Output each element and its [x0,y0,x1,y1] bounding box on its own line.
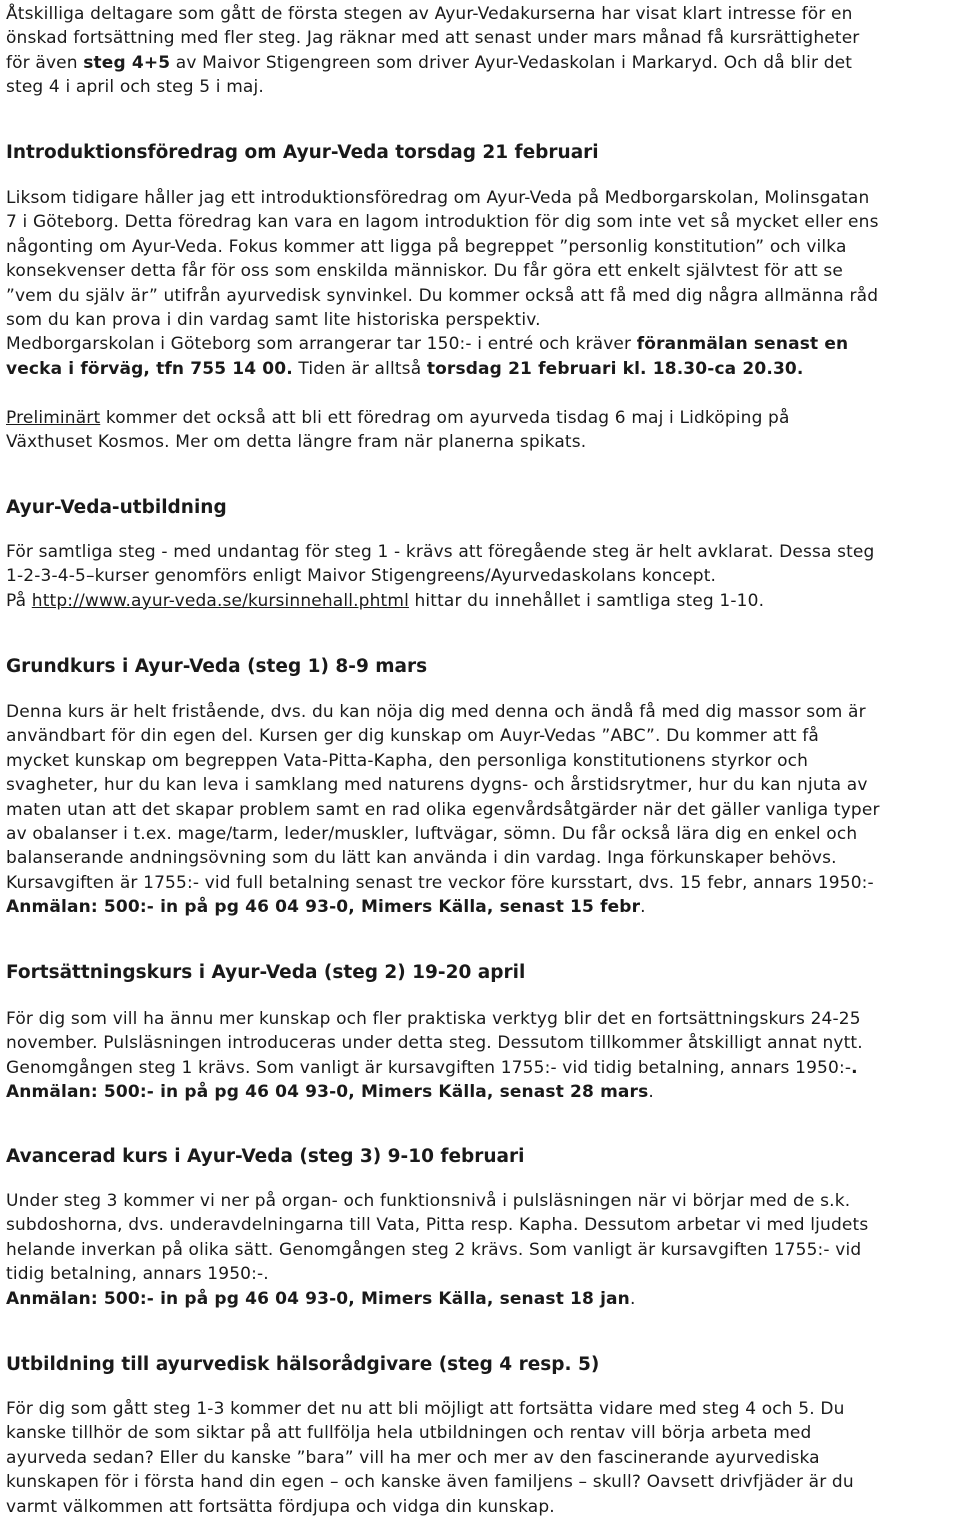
text-line: Medborgarskolan i Göteborg som arrangerar tar 150:- i entré och kräver föranmälan senast en [6,334,849,355]
section-paragraph [6,1189,952,1311]
text-line: ayurveda sedan? Eller du kanske ”bara” vill ha mer och mer av den fascinerande ayurvediska [6,1447,820,1468]
text-line: På http://www.ayur-veda.se/kursinnehall.phtml hittar du innehållet i samtliga steg 1-10. [6,590,765,611]
bold-text: föranmälan senast en [636,334,849,355]
text-line: maten utan att det skapar problem samt en rad olika egenvårdsåtgärder när det gäller vanliga typer [6,799,880,820]
text-line: för även steg 4+5 av Maivor Stigengreen som driver Ayur-Vedaskolan i Markaryd. Och då blir det [6,52,853,73]
text-line: Åtskilliga deltagare som gått de första stegen av Ayur-Vedakurserna har visat klart intresse för en [6,4,853,24]
text-line: Växthuset Kosmos. Mer om detta längre fram när planerna spikats. [6,432,587,453]
text-line: någonting om Ayur-Veda. Fokus kommer att ligga på begreppet ”personlig konstitution” och vilka [6,236,847,257]
text-line: balanserande andningsövning som du lätt kan använda i din vardag. Inga förkunskaper behövs. [6,848,837,869]
course-content-link[interactable]: http://www.ayur-veda.se/kursinnehall.phtml [31,590,409,611]
text-line: användbart för din egen del. Kursen ger dig kunskap om Auyr-Vedas ”ABC”. Du kommer att få [6,726,819,747]
bold-text: vecka i förväg, tfn 755 14 00. [6,358,293,379]
text-line: För samtliga steg - med undantag för steg 1 - krävs att föregående steg är helt avklarat. Dessa steg [6,542,875,562]
text-line: Denna kurs är helt fristående, dvs. du kan nöja dig med denna och ändå få med dig massor som är [6,702,866,722]
text-line: Genomgången steg 1 krävs. Som vanligt är kursavgiften 1755:- vid tidig betalning, annars 1950:-. [6,1057,858,1078]
section-heading: Introduktionsföredrag om Ayur-Veda torsdag 21 februari [6,142,599,163]
section-paragraph [6,406,952,455]
text-line: november. Pulsläsningen introduceras under detta steg. Dessutom tillkommer åtskilligt annat nytt. [6,1033,863,1054]
text-line: helande inverkan på olika sätt. Genomgången steg 2 krävs. Som vanligt är kursavgiften 1755:- vid [6,1239,862,1260]
text-line: mycket kunskap om begreppen Vata-Pitta-Kapha, den personliga konstitutionens styrkor och [6,750,809,771]
text-line: vecka i förväg, tfn 755 14 00. Tiden är alltså torsdag 21 februari kl. 18.30-ca 20.30. [6,358,804,379]
text-line: För dig som gått steg 1-3 kommer det nu att bli möjligt att fortsätta vidare med steg 4 och 5. Du [6,1399,845,1419]
text-line: Anmälan: 500:- in på pg 46 04 93-0, Mimers Källa, senast 18 jan. [6,1288,636,1309]
section-heading: Grundkurs i Ayur-Veda (steg 1) 8-9 mars [6,656,428,677]
section-paragraph [6,540,952,613]
section-heading: Ayur-Veda-utbildning [6,497,227,518]
text-line: önskad fortsättning med fler steg. Jag räknar med att senast under mars månad få kursrättigheter [6,28,860,49]
text-line: 1-2-3-4-5–kurser genomförs enligt Maivor Stigengreens/Ayurvedaskolans koncept. [6,566,717,587]
text-line: tidig betalning, annars 1950:-. [6,1264,269,1285]
text-line: Anmälan: 500:- in på pg 46 04 93-0, Mimers Källa, senast 15 febr. [6,897,646,918]
text-line: svagheter, hur du kan leva i samklang med naturens dygns- och årstidsrytmer, hur du kan njuta av [6,775,868,796]
section-paragraph [6,1007,952,1105]
intro-paragraph [6,2,952,100]
underlined-text: Preliminärt [6,408,101,428]
bold-text: Anmälan: 500:- in på pg 46 04 93-0, Mimers Källa, senast 18 jan [6,1288,630,1309]
bold-text: . [851,1057,858,1078]
text-line: För dig som vill ha ännu mer kunskap och fler praktiska verktyg blir det en fortsättningskurs 24-25 [6,1009,861,1029]
bold-text: steg 4+5 [83,52,171,73]
bold-text: torsdag 21 februari kl. 18.30-ca 20.30. [426,358,804,379]
text-line: steg 4 i april och steg 5 i maj. [6,77,264,98]
text-line: Preliminärt kommer det också att bli ett föredrag om ayurveda tisdag 6 maj i Lidköping på [6,408,790,428]
text-line: kanske tillhör de som siktar på att fullfölja hela utbildningen och rentav vill börja arbeta med [6,1423,812,1444]
text-line: varmt välkommen att fortsätta fördjupa och vidga din kunskap. [6,1496,555,1517]
bold-text: Anmälan: 500:- in på pg 46 04 93-0, Mimers Källa, senast 28 mars [6,1082,649,1103]
text-line: Anmälan: 500:- in på pg 46 04 93-0, Mimers Källa, senast 28 mars. [6,1082,654,1103]
section-heading: Fortsättningskurs i Ayur-Veda (steg 2) 19-20 april [6,962,526,983]
section-heading: Avancerad kurs i Ayur-Veda (steg 3) 9-10 februari [6,1146,525,1167]
text-line: ”vem du själv är” utifrån ayurvedisk synvinkel. Du kommer också att få med dig några allmänna råd [6,285,879,306]
text-line: kunskapen för i första hand din egen – och kanske även familjens – skull? Oavsett drivfjäder är du [6,1472,854,1493]
section-heading: Utbildning till ayurvedisk hälsorådgivare (steg 4 resp. 5) [6,1354,600,1375]
text-line: konsekvenser detta får för oss som enskilda människor. Du får göra ett enkelt självtest för att se [6,261,844,282]
text-line: Under steg 3 kommer vi ner på organ- och funktionsnivå i pulsläsningen när vi börjar med de s.k. [6,1191,851,1211]
text-line: Liksom tidigare håller jag ett introduktionsföredrag om Ayur-Veda på Medborgarskolan, Molinsgatan [6,188,870,208]
text-line: som du kan prova i din vardag samt lite historiska perspektiv. [6,310,541,331]
bold-text: Anmälan: 500:- in på pg 46 04 93-0, Mimers Källa, senast 15 febr [6,897,641,918]
text-line: 7 i Göteborg. Detta föredrag kan vara en lagom introduktion för dig som inte vet så mycket eller ens [6,212,879,233]
text-line: Kursavgiften är 1755:- vid full betalning senast tre veckor före kursstart, dvs. 15 febr, annars 1950:- [6,872,874,893]
text-line: av obalanser i t.ex. mage/tarm, leder/muskler, luftvägar, sömn. Du får också lära dig en enkel och [6,824,858,845]
text-line: subdoshorna, dvs. underavdelningarna till Vata, Pitta resp. Kapha. Dessutom arbetar vi med ljudets [6,1215,869,1236]
section-paragraph [6,186,952,381]
section-paragraph [6,700,952,920]
section-paragraph [6,1397,952,1519]
